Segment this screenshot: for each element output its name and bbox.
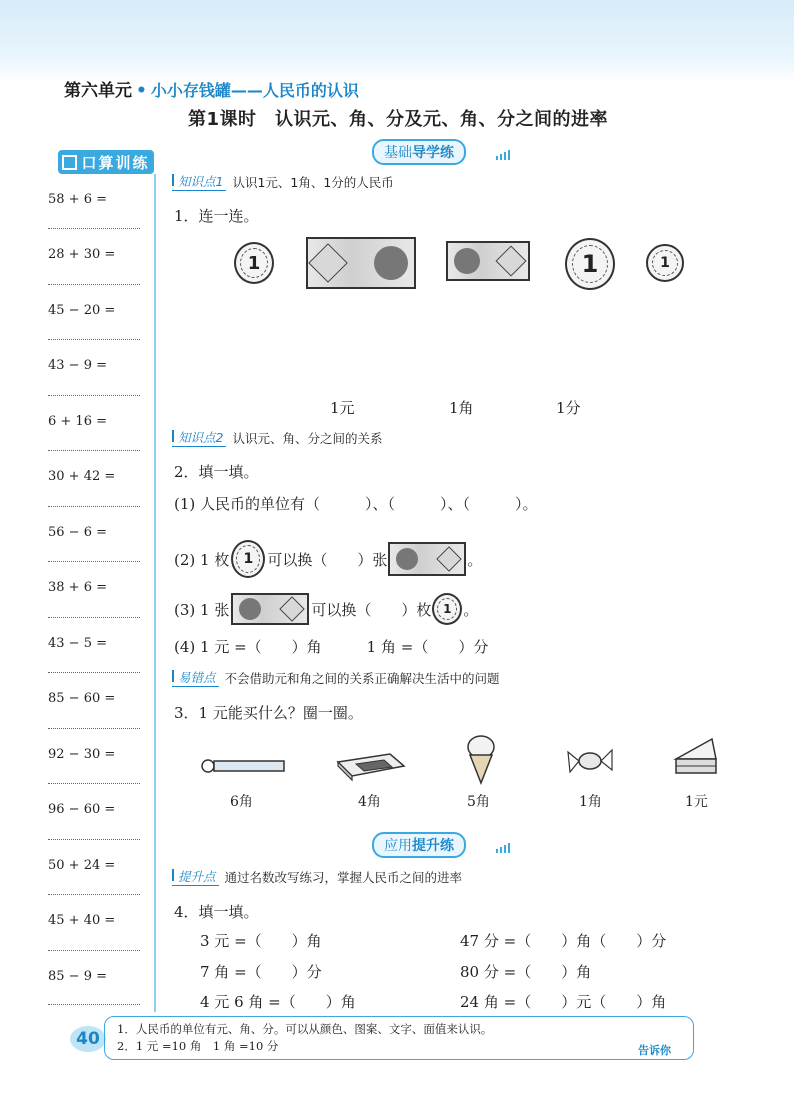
answer-line bbox=[48, 395, 140, 396]
answer-line bbox=[48, 450, 140, 451]
drill-item: 43 − 9 = bbox=[48, 358, 107, 373]
q4-left-3: 4 元 6 角 =（ ）角 bbox=[200, 993, 356, 1011]
note-rosette bbox=[437, 546, 462, 571]
price-pencil: 6角 bbox=[230, 794, 253, 810]
square-icon bbox=[62, 155, 77, 170]
q2-title: 2．填一填。 bbox=[174, 463, 259, 481]
q3-title: 3．1 元能买什么？圈一圈。 bbox=[174, 704, 363, 722]
coin-value: 1 bbox=[236, 545, 260, 573]
note-rosette bbox=[308, 243, 348, 283]
pencil-image bbox=[200, 756, 288, 776]
note-portrait bbox=[396, 548, 418, 570]
q4-right-1: 47 分 =（ ）角（ ）分 bbox=[460, 932, 667, 950]
drill-item: 58 + 6 = bbox=[48, 192, 107, 207]
answer-line bbox=[48, 339, 140, 340]
price-ice-cream: 5角 bbox=[467, 794, 490, 810]
q2-line-3-a: (3) 1 张 bbox=[174, 600, 230, 619]
tip-box bbox=[104, 1016, 694, 1060]
sidebar-title bbox=[58, 150, 154, 174]
q4-right-2: 80 分 =（ ）角 bbox=[460, 963, 592, 981]
section-apply-a: 应用 bbox=[384, 838, 412, 854]
pill-decoration bbox=[496, 843, 510, 853]
mistake-name: 易错点 bbox=[172, 668, 219, 687]
drill-item: 96 − 60 = bbox=[48, 802, 116, 817]
sidebar-title-text: 口算训练 bbox=[81, 153, 150, 172]
banknote-1jiao-small-image bbox=[231, 593, 309, 625]
banknote-1jiao-small-image bbox=[388, 542, 466, 576]
q4-left-2: 7 角 =（ ）分 bbox=[200, 963, 322, 981]
kp2-desc: 认识元、角、分之间的关系 bbox=[232, 430, 383, 446]
unit-prefix: 第六单元 bbox=[64, 81, 132, 101]
q1-title: 1．连一连。 bbox=[174, 207, 259, 225]
answer-line bbox=[48, 284, 140, 285]
q2-line-4: (4) 1 元 =（ ）角 1 角 =（ ）分 bbox=[174, 638, 489, 656]
coin-1yuan-image bbox=[565, 238, 615, 290]
knowledge-point-1 bbox=[172, 172, 394, 191]
note-portrait bbox=[374, 246, 408, 280]
drill-item: 50 + 24 = bbox=[48, 858, 116, 873]
coin-1fen-image bbox=[234, 242, 274, 284]
drill-item: 45 − 20 = bbox=[48, 303, 116, 318]
kp1-name: 知识点1 bbox=[172, 172, 226, 191]
unit-dot: • bbox=[136, 81, 147, 101]
q2-line-2-b: 可以换（ ）张 bbox=[267, 550, 388, 569]
section-basic-a: 基础 bbox=[384, 145, 412, 161]
tip-line-1: 1．人民币的单位有元、角、分。可以从颜色、图案、文字、面值来认识。 bbox=[117, 1022, 493, 1036]
q4-title: 4．填一填。 bbox=[174, 903, 259, 921]
answer-line bbox=[48, 506, 140, 507]
drill-item: 38 + 6 = bbox=[48, 580, 107, 595]
drill-item: 28 + 30 = bbox=[48, 247, 116, 262]
banknote-1yuan-image bbox=[306, 237, 416, 289]
note-rosette bbox=[280, 596, 305, 621]
section-basic bbox=[372, 139, 466, 165]
section-basic-b: 导学练 bbox=[412, 145, 454, 161]
coin-1fen-value: 1 bbox=[240, 248, 268, 278]
note-rosette bbox=[495, 245, 526, 276]
drill-item: 85 − 60 = bbox=[48, 691, 116, 706]
drill-item: 45 + 40 = bbox=[48, 913, 116, 928]
section-apply-b: 提升练 bbox=[412, 838, 454, 854]
answer-line bbox=[48, 839, 140, 840]
match-label-1jiao: 1角 bbox=[449, 399, 474, 417]
page-number: 40 bbox=[70, 1026, 106, 1052]
answer-line bbox=[48, 228, 140, 229]
drill-item: 92 − 30 = bbox=[48, 747, 116, 762]
price-cake: 1元 bbox=[685, 794, 708, 810]
note-portrait bbox=[454, 248, 480, 274]
candy-image bbox=[566, 744, 614, 778]
answer-line bbox=[48, 561, 140, 562]
drill-item: 85 − 9 = bbox=[48, 969, 107, 984]
knowledge-point-2 bbox=[172, 428, 382, 447]
match-label-1yuan: 1元 bbox=[330, 399, 355, 417]
improve-point bbox=[172, 867, 462, 886]
tip-line-2: 2．1 元 =10 角 1 角 =10 分 bbox=[117, 1039, 279, 1053]
q2-line-3-c: 。 bbox=[463, 600, 479, 619]
coin-1yuan-value: 1 bbox=[572, 245, 608, 283]
section-apply bbox=[372, 832, 466, 858]
lesson-title: 第1课时 认识元、角、分及元、角、分之间的进率 bbox=[188, 109, 609, 130]
mistake-point bbox=[172, 668, 500, 687]
q2-line-3-b: 可以换（ ）枚 bbox=[311, 600, 432, 619]
coin-1yuan-small-image bbox=[231, 540, 265, 578]
improve-desc: 通过名数改写练习，掌握人民币之间的进率 bbox=[224, 869, 463, 885]
unit-title: 小小存钱罐——人民币的认识 bbox=[150, 81, 359, 100]
match-label-1fen: 1分 bbox=[556, 399, 581, 417]
q2-line-2-c: 。 bbox=[467, 550, 483, 569]
unit-title-line bbox=[64, 76, 359, 101]
answer-line bbox=[48, 950, 140, 951]
coin-1jiao-image bbox=[646, 244, 684, 282]
drill-item: 43 − 5 = bbox=[48, 636, 107, 651]
q2-line-3 bbox=[174, 593, 478, 625]
note-portrait bbox=[239, 598, 261, 620]
q2-line-2 bbox=[174, 540, 482, 578]
mistake-desc: 不会借助元和角之间的关系正确解决生活中的问题 bbox=[224, 670, 500, 686]
kp1-desc: 认识1元、1角、1分的人民币 bbox=[232, 174, 394, 190]
cake-image bbox=[672, 733, 720, 781]
q4-right-3: 24 角 =（ ）元（ ）角 bbox=[460, 993, 667, 1011]
coin-value: 1 bbox=[437, 598, 457, 620]
banknote-1jiao-image bbox=[446, 241, 530, 281]
answer-line bbox=[48, 783, 140, 784]
drill-item: 30 + 42 = bbox=[48, 469, 116, 484]
coin-1fen-small-image bbox=[432, 593, 462, 625]
answer-line bbox=[48, 894, 140, 895]
price-candy: 1角 bbox=[579, 794, 602, 810]
q2-line-2-a: (2) 1 枚 bbox=[174, 550, 230, 569]
coin-1jiao-value: 1 bbox=[652, 250, 678, 276]
eraser-image bbox=[334, 748, 406, 782]
header-band bbox=[0, 0, 794, 82]
answer-line bbox=[48, 617, 140, 618]
drill-item: 6 + 16 = bbox=[48, 414, 107, 429]
price-eraser: 4角 bbox=[358, 794, 381, 810]
ice-cream-image bbox=[464, 733, 498, 785]
q4-left-1: 3 元 =（ ）角 bbox=[200, 932, 322, 950]
answer-line bbox=[48, 728, 140, 729]
tell-you-label: 告诉你 bbox=[638, 1044, 671, 1057]
sidebar-divider bbox=[154, 174, 156, 1012]
q2-line-1: (1) 人民币的单位有（ ）、（ ）、（ ）。 bbox=[174, 495, 538, 513]
kp2-name: 知识点2 bbox=[172, 428, 226, 447]
pill-decoration bbox=[496, 150, 510, 160]
answer-line bbox=[48, 1004, 140, 1005]
answer-line bbox=[48, 672, 140, 673]
drill-item: 56 − 6 = bbox=[48, 525, 107, 540]
improve-name: 提升点 bbox=[172, 867, 219, 886]
